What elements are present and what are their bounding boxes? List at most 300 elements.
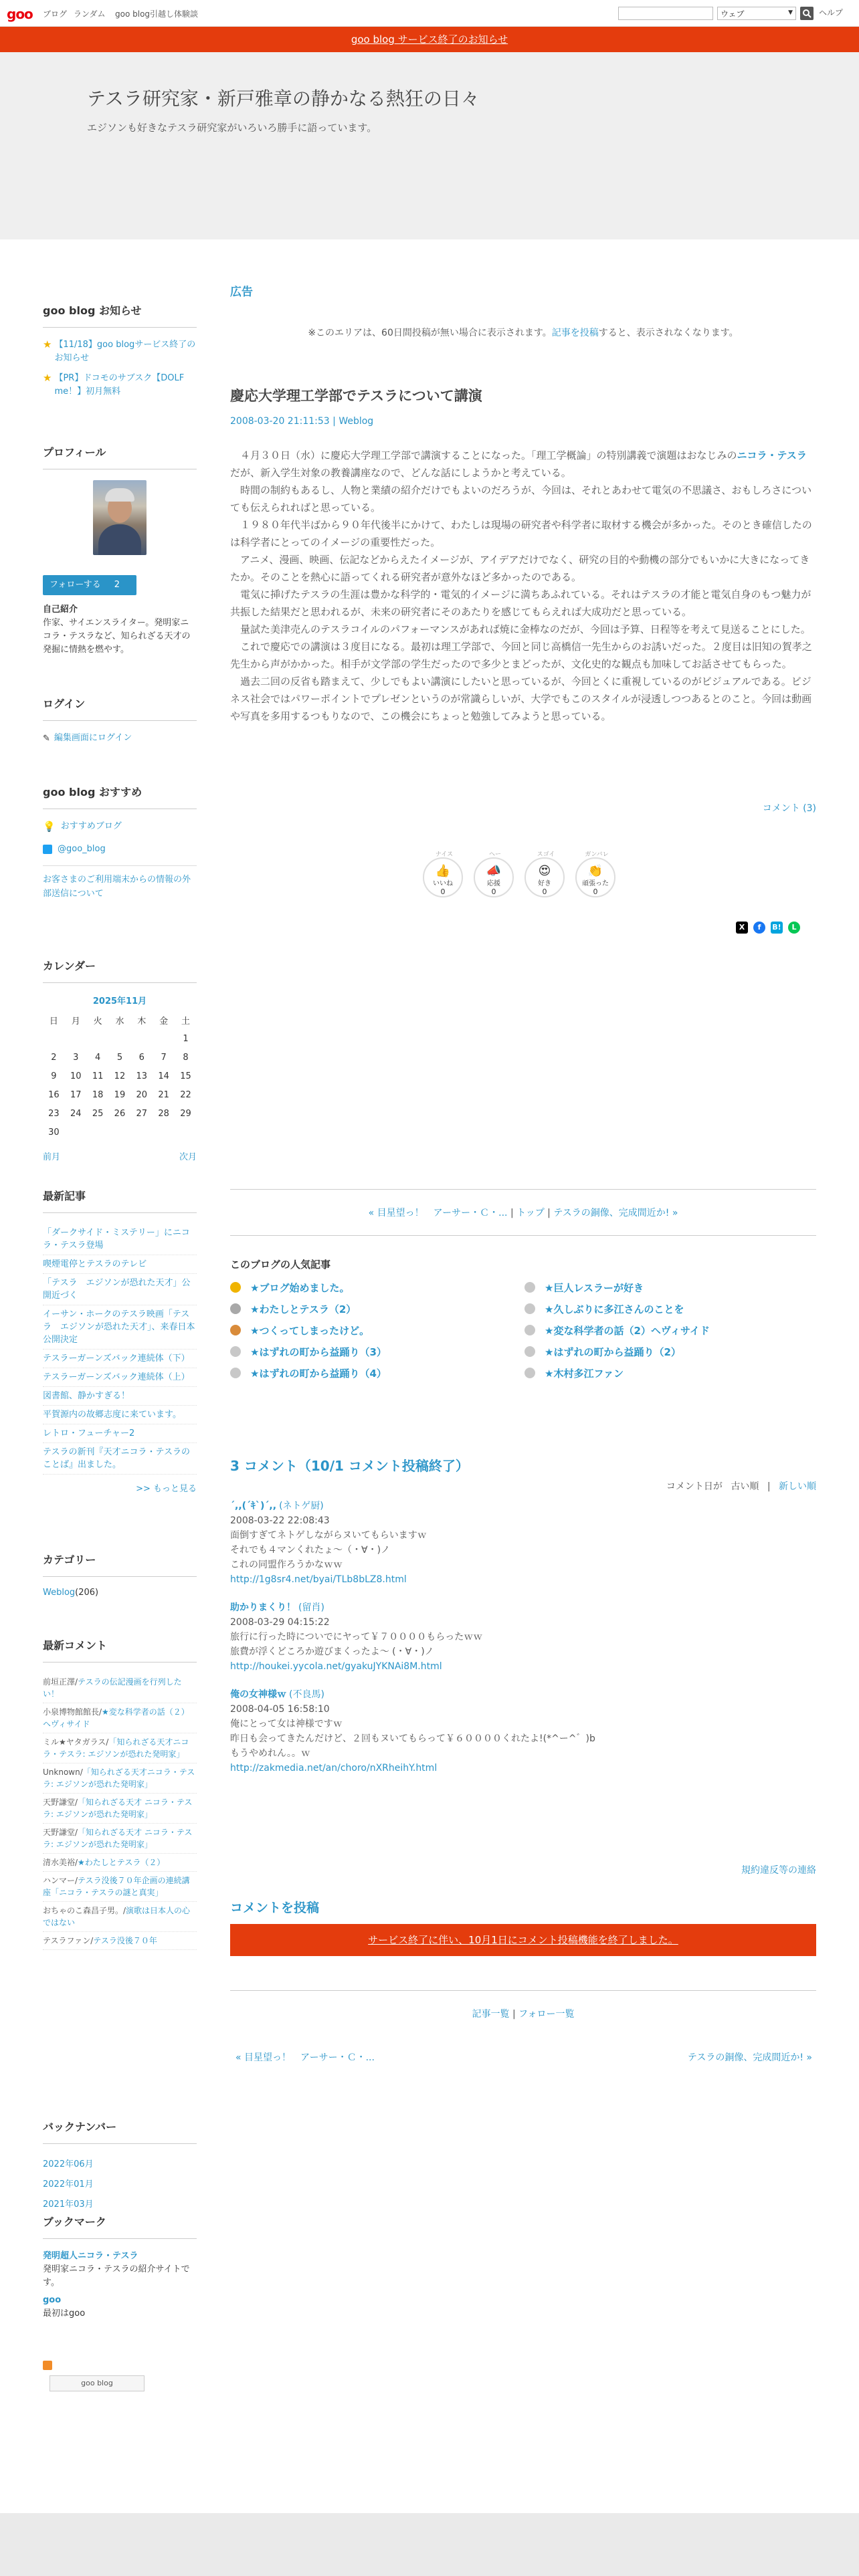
sidebar-heading: goo blog お知らせ	[43, 302, 197, 328]
comment-line: 旅行に行った時についでにヤって￥７００００もらったｗｗ	[230, 1632, 483, 1642]
calendar-week	[43, 1067, 197, 1085]
top-link-blog[interactable]: ブログ	[43, 9, 68, 19]
sidebar-heading: ブックマーク	[43, 2214, 197, 2239]
comment-item	[230, 1600, 816, 1674]
sidebar-categories	[43, 1551, 197, 1598]
calendar-day: 30	[48, 1127, 60, 1138]
sidebar-heading: プロフィール	[43, 444, 197, 469]
calendar-week	[43, 1104, 197, 1123]
popular-post-link[interactable]: ★変な科学者の話（2）ヘヴィサイド	[545, 1325, 710, 1337]
comment-header	[230, 1499, 816, 1513]
comment-line: もうやめれん。。ｗ	[230, 1748, 310, 1759]
recent-post-item	[43, 1274, 197, 1305]
comment-author-name: 助かりまくり！	[230, 1602, 296, 1613]
lightbulb-icon: 💡	[43, 821, 56, 833]
category-count: (206)	[75, 1588, 99, 1598]
calendar-day: 7	[161, 1052, 167, 1063]
search-input[interactable]	[618, 7, 713, 20]
popular-title: このブログの人気記事	[230, 1259, 331, 1271]
report-row	[230, 1863, 816, 1876]
comment-author-tag: (不良馬)	[289, 1689, 324, 1700]
notice-link[interactable]: 【11/18】goo blogサービス終了のお知らせ	[54, 340, 196, 363]
comment-author: おちゃのこ森昌子男。/	[43, 1906, 126, 1915]
facebook-share-icon[interactable]: f	[753, 922, 765, 934]
comment-line: 昨日も会ってきたんだけど、２回もヌいてもらって￥６００００くれたよ!(*^ー^゛)b	[230, 1733, 595, 1744]
post-navigation: « 目星望っ！ アーサー・Ｃ・... | トップ | テスラの銅像、完成間近か! »	[230, 1189, 816, 1236]
bookmark-desc: 最初はgoo	[43, 2309, 86, 2319]
comment-date: 2008-04-05 16:58:10	[230, 1704, 330, 1715]
ad-section	[230, 282, 816, 339]
sidebar-recent-comments	[43, 1637, 197, 1950]
comment-url-link[interactable]: http://zakmedia.net/an/choro/nXRheihY.html	[230, 1763, 438, 1774]
recent-comment-item	[43, 1763, 197, 1794]
article-date: 2008-03-20 21:11:53	[230, 416, 330, 427]
calendar-day	[109, 1029, 131, 1048]
ad-note-text: ※このエリアは、60日間投稿が無い場合に表示されます。	[308, 328, 552, 338]
article-list-link[interactable]: 記事一覧	[472, 2009, 510, 2020]
reaction-name: 頑張った	[582, 880, 609, 887]
comment-header	[230, 1687, 816, 1702]
comment-date: 2008-03-29 04:15:22	[230, 1617, 330, 1628]
recent-comment-item	[43, 1932, 197, 1950]
article-paragraph: これで慶応での講演は３度目になる。最初は理工学部で、今回と同じ高橋信一先生からのお誘いだった。２度目は旧知の賀孝之先生から声がかかった。相手が文学部の学生だったので多少とまどったが、文化史的な観点も加味してお話させてもらった。	[230, 641, 812, 670]
comment-closed-text[interactable]: サービス終了に伴い、10月1日にコメント投稿機能を終了しました。	[368, 1934, 678, 1946]
comment-line: 旅費が浮くどころか遊びまくったよ～ (・∀・)ノ	[230, 1646, 434, 1657]
sidebar-heading: 最新記事	[43, 1188, 197, 1213]
goo-blog-badge[interactable]	[50, 2375, 145, 2391]
sidebar-recommend	[43, 784, 197, 901]
recent-post-link[interactable]: テスラーガーンズバック連続体（下）	[43, 1354, 190, 1364]
weekday-header: 土	[181, 1016, 191, 1027]
article-paragraph: 時間の制約もあるし、人物と業績の紹介だけでもよいのだろうが、今回は、それとあわせて電気の不思議さ、おもしろさについても伝えられればと思っている。	[230, 484, 812, 514]
reaction-name: 応援	[487, 880, 500, 887]
badge-label: goo blog	[81, 2379, 113, 2387]
calendar-day: 12	[114, 1071, 126, 1081]
weekday-header: 月	[71, 1016, 80, 1027]
post-comment-section	[230, 1898, 816, 1956]
comment-author-name: 俺の女神様ｗ	[230, 1689, 286, 1700]
bookmark-link[interactable]: 発明超人ニコラ・テスラ	[43, 2251, 138, 2261]
calendar-day: 28	[158, 1108, 169, 1119]
article-paragraph: 量試た美津売んのテスラコイルのパフォーマンスがあれば焼に金棒なのだが、今回は予算、日程等を考えて見送ることにした。	[230, 623, 811, 635]
sort-old-option[interactable]: 古い順	[731, 1481, 759, 1492]
sidebar-heading: バックナンバー	[43, 2119, 197, 2144]
post-article-link[interactable]: 記事を投稿	[551, 328, 599, 338]
intro-text: 作家、サイエンスライター。発明家ニコラ・テスラなど、知られざる天才の発掘に情熱を燃やす。	[43, 618, 191, 655]
top-link-random[interactable]: ランダム	[74, 9, 106, 19]
calendar-day: 22	[180, 1089, 191, 1100]
comment-post-link[interactable]: ★わたしとテスラ（２）	[78, 1858, 165, 1867]
calendar-day: 8	[183, 1052, 189, 1063]
sidebar-profile	[43, 444, 197, 657]
popular-post-link[interactable]: ★つくってしまったけど。	[250, 1325, 370, 1337]
calendar-day	[130, 1029, 153, 1048]
intro-heading: 自己紹介	[43, 605, 78, 615]
privacy-note-link[interactable]: お客さまのご利用端末からの情報の外部送信について	[43, 875, 191, 899]
recommend-link[interactable]: @goo_blog	[58, 844, 106, 854]
avatar	[93, 480, 147, 555]
thumbs-up-icon: 👍	[435, 864, 451, 878]
bottom-prev-link[interactable]: « 目星望っ！ アーサー・Ｃ・...	[235, 2052, 375, 2063]
popular-posts	[230, 1257, 816, 1391]
article-paragraph	[230, 447, 816, 481]
popular-post-link[interactable]: ★ブログ始めました。	[250, 1282, 350, 1294]
reaction-like-button[interactable]	[423, 851, 463, 897]
top-link[interactable]: トップ	[516, 1208, 545, 1218]
crown-icon	[230, 1303, 241, 1314]
reaction-effort-button[interactable]	[575, 851, 615, 897]
bookmark-link[interactable]: goo	[43, 2295, 62, 2305]
backnumber-link[interactable]: 2022年01月	[43, 2179, 94, 2189]
reaction-count: 0	[593, 887, 598, 896]
sort-new-option[interactable]: 新しい順	[779, 1481, 816, 1492]
article-meta: 2008-03-20 21:11:53 | Weblog	[230, 416, 374, 427]
goo-logo[interactable]: goo	[7, 6, 33, 22]
article-body	[230, 447, 816, 725]
service-notice-link[interactable]: goo blog サービス終了のお知らせ	[351, 33, 508, 45]
reaction-label: ナイス	[435, 851, 454, 858]
popular-grid	[230, 1271, 816, 1385]
comment-post-link[interactable]: ★変な科学者の話（２）ヘヴィサイド	[43, 1707, 189, 1729]
sidebar-heading: goo blog おすすめ	[43, 784, 197, 809]
recent-post-item	[43, 1368, 197, 1387]
popular-post-link[interactable]: ★わたしとテスラ（2）	[250, 1303, 357, 1315]
recent-post-link[interactable]: 「テスラ エジソンが恐れた天才」公開近づく	[43, 1278, 191, 1301]
category-link[interactable]: Weblog	[43, 1588, 76, 1598]
footer-band	[0, 2513, 859, 2576]
blog-description: エジソンも好きなテスラ研究家がいろいろ勝手に語っています。	[87, 122, 377, 134]
calendar-day: 23	[48, 1108, 60, 1119]
hatena-share-icon[interactable]: B!	[771, 922, 783, 934]
calendar-table	[43, 1010, 197, 1142]
recent-comment-item	[43, 1872, 197, 1902]
sidebar-heading: ログイン	[43, 695, 197, 721]
more-posts-link[interactable]: >> もっと見る	[136, 1484, 197, 1494]
calendar-day	[43, 1029, 65, 1048]
comment-post-link[interactable]: 「知られざる天才 ニコラ・テスラ: エジソンが恐れた発明家」	[43, 1828, 193, 1849]
comment-line: それでも４マンくれたょ～（・∀・)ノ	[230, 1545, 391, 1555]
comment-sort: コメント日が 古い順 | 新しい順	[666, 1481, 816, 1492]
line-share-icon[interactable]: L	[788, 922, 800, 934]
recent-comment-item	[43, 1824, 197, 1854]
twitter-icon	[43, 845, 52, 854]
calendar-day	[130, 1123, 153, 1142]
prev-post-link[interactable]: « 目星望っ！ アーサー・Ｃ・...	[368, 1208, 508, 1218]
sidebar-heading: カレンダー	[43, 958, 197, 983]
comment-post-link[interactable]: テスラ没後７０年	[93, 1936, 157, 1945]
recent-post-item	[43, 1305, 197, 1350]
x-share-icon[interactable]: X	[736, 922, 748, 934]
recent-post-item	[43, 1406, 197, 1424]
ad-note-text: すると、表示されなくなります。	[598, 328, 739, 338]
comment-author-tag: (留肖)	[298, 1602, 324, 1613]
calendar-day: 9	[51, 1071, 57, 1081]
weekday-header: 木	[137, 1016, 147, 1027]
service-notice-bar	[0, 27, 859, 52]
comment-count-link[interactable]: コメント (3)	[762, 803, 816, 814]
comment-url-link[interactable]: http://houkei.yycola.net/gyakuJYKNAi8M.html	[230, 1661, 442, 1672]
reaction-label: ヘー	[488, 851, 501, 858]
reaction-count: 0	[542, 887, 547, 896]
comment-author: Unknown/	[43, 1767, 83, 1777]
sidebar-heading: 最新コメント	[43, 1637, 197, 1662]
sidebar-login	[43, 695, 197, 745]
backnumber-link[interactable]: 2021年03月	[43, 2199, 94, 2210]
recent-post-link[interactable]: 図書館、静かすぎる！	[43, 1391, 130, 1401]
comment-header	[230, 1600, 816, 1615]
rank-dot-icon	[524, 1346, 535, 1357]
recent-comment-item	[43, 1902, 197, 1932]
post-comment-title: コメントを投稿	[230, 1901, 320, 1915]
top-link-migration[interactable]: goo blog引越し体験談	[115, 9, 199, 19]
recent-post-link[interactable]: テスラーガーンズバック連続体（上）	[43, 1372, 190, 1382]
megaphone-icon: 📣	[486, 864, 502, 878]
article-paragraph: １９８０年代半ばから９０年代後半にかけて、わたしは現場の研究者や科学者に取材する機会が多かった。そのとき確信したのは科学者にとってのイメージの重要性だった。	[230, 519, 812, 548]
recent-post-link[interactable]: 喫煙電停とテスラのテレビ	[43, 1259, 147, 1269]
calendar-day: 24	[70, 1108, 82, 1119]
share-buttons	[736, 922, 816, 935]
recent-comment-item	[43, 1733, 197, 1763]
rank-dot-icon	[524, 1325, 535, 1335]
calendar-day: 25	[92, 1108, 104, 1119]
pencil-icon: ✎	[43, 733, 50, 744]
follow-button[interactable]	[43, 575, 136, 595]
comments-title: 3 コメント（10/1 コメント投稿終了）	[230, 1458, 469, 1474]
top-bar	[0, 0, 859, 27]
comment-item	[230, 1687, 816, 1776]
reaction-label: ガンバレ	[585, 851, 609, 858]
recent-post-item	[43, 1224, 197, 1255]
heart-eyes-icon: 😍	[538, 864, 551, 878]
comment-author: 天野謙堂/	[43, 1798, 78, 1807]
comment-author: 天野謙堂/	[43, 1828, 78, 1837]
ad-note	[230, 326, 816, 339]
rss-icon[interactable]	[43, 2361, 52, 2370]
comment-author: ハンマー/	[43, 1876, 78, 1885]
recent-comment-item	[43, 1794, 197, 1824]
reaction-name: いいね	[433, 880, 453, 887]
comment-author: テスラファン/	[43, 1936, 94, 1945]
calendar-day: 18	[92, 1089, 104, 1100]
comment-post-link[interactable]: テスラ没後７０年企画の連続講座「ニコラ・テスラの謎と真実」	[43, 1876, 190, 1897]
search-icon	[802, 9, 812, 18]
tesla-link[interactable]: ニコラ・テスラ	[737, 449, 807, 461]
calendar-day: 27	[136, 1108, 148, 1119]
follow-count: 2	[114, 580, 120, 590]
calendar-month: 2025年11月	[92, 996, 147, 1006]
recent-comment-item	[43, 1703, 197, 1733]
recent-post-item	[43, 1255, 197, 1274]
crown-icon	[230, 1282, 241, 1293]
article-paragraph: アニメ、漫画、映画、伝記などからえたイメージが、アイデアだけでなく、研究の目的や動機の部分でもいかに大きになってきたか。そのことを熱心に語ってくれる研究者が意外なほど多かったのである。	[230, 554, 810, 583]
comment-line: 俺にとって女は神様ですｗ	[230, 1719, 343, 1729]
calendar-day	[153, 1123, 175, 1142]
calendar-week	[43, 1085, 197, 1104]
calendar-day: 1	[183, 1033, 189, 1044]
sort-label: コメント日が	[666, 1481, 723, 1492]
next-post-link[interactable]: テスラの銅像、完成間近か! »	[553, 1208, 678, 1218]
recent-post-link[interactable]: レトロ・フューチャー2	[43, 1428, 135, 1438]
comment-list	[230, 1499, 816, 1776]
recent-comment-item	[43, 1854, 197, 1872]
calendar-day: 16	[48, 1089, 60, 1100]
calendar-next-link[interactable]: 次月	[179, 1152, 197, 1162]
rank-dot-icon	[230, 1346, 241, 1357]
weekday-header: 水	[115, 1016, 124, 1027]
comment-author-name: ´,,(´ｷ`)´,,	[230, 1501, 277, 1511]
rank-dot-icon	[524, 1368, 535, 1378]
backnumber-link[interactable]: 2022年06月	[43, 2159, 94, 2169]
calendar-week	[43, 1123, 197, 1142]
comment-post-link[interactable]: テスラの伝記漫画を行列したい！	[43, 1677, 182, 1699]
backnumber-list	[43, 2155, 197, 2214]
comment-author: ミル★ヤタガラス/	[43, 1737, 109, 1747]
calendar-day: 21	[158, 1089, 169, 1100]
bookmark-desc: 発明家ニコラ・テスラの紹介サイトです。	[43, 2264, 190, 2288]
reaction-name: 好き	[538, 880, 551, 887]
search-scope-value: ウェブ	[721, 9, 745, 19]
recent-comment-item	[43, 1673, 197, 1703]
reaction-buttons	[423, 851, 610, 900]
popular-post-link[interactable]: ★巨人レスラーが好き	[545, 1282, 644, 1294]
calendar-week	[43, 1048, 197, 1067]
comment-line: これの同盟作ろうかなｗｗ	[230, 1560, 343, 1570]
recommend-link[interactable]: おすすめブログ	[60, 821, 122, 831]
sidebar-notices	[43, 302, 197, 399]
recent-post-link[interactable]: 「ダークサイド・ミステリー」にニコラ・テスラ登場	[43, 1228, 190, 1251]
calendar-day: 26	[114, 1108, 126, 1119]
article-paragraph: 過去二回の反省も踏まえて、少しでもよい講演にしたいと思っているが、今回とくに重視しているのがビジュアルである。ビジネス社会ではパワーポイントでプレゼンというのが常識らしいが、大学でもこのスタイルが浸透しつつあるとのこと。今回は動画や写真を多用するつもりなので、この機会にちょっと勉強してみようと思っている。	[230, 675, 812, 722]
reaction-count: 0	[440, 887, 446, 896]
calendar-day: 6	[138, 1052, 145, 1063]
comment-author: 前垣正澤/	[43, 1677, 78, 1687]
weekday-header: 金	[159, 1016, 169, 1027]
comment-url-link[interactable]: http://1g8sr4.net/byai/TLb8bLZ8.html	[230, 1574, 407, 1585]
follow-label: フォローする	[50, 580, 101, 590]
comment-line: 面倒すぎてネトゲしながらヌいてもらいますｗ	[230, 1530, 427, 1541]
calendar-day: 13	[136, 1071, 148, 1081]
comment-author: 小泉博物館館長/	[43, 1707, 102, 1717]
comment-post-link[interactable]: 「知られざる天才 ニコラ・テスラ: エジソンが恐れた発明家」	[43, 1798, 193, 1819]
calendar-day	[87, 1123, 109, 1142]
login-link[interactable]: 編集画面にログイン	[54, 733, 132, 743]
comment-date: 2008-03-22 22:08:43	[230, 1515, 330, 1526]
calendar-day	[65, 1029, 87, 1048]
recent-post-item	[43, 1424, 197, 1443]
ad-title: 広告	[230, 286, 253, 299]
bottom-next-link[interactable]: テスラの銅像、完成間近か! »	[687, 2052, 812, 2063]
paragraph-text: だが、新入学生対象の教養講座なので、どんな話にしようかと考えている。	[230, 467, 571, 479]
comment-item	[230, 1499, 816, 1587]
calendar-day	[175, 1123, 197, 1142]
calendar-day: 4	[94, 1052, 101, 1063]
comment-author: 清水美裕/	[43, 1858, 78, 1867]
search-scope-select[interactable]	[717, 7, 796, 20]
recent-comments-list	[43, 1673, 197, 1950]
sidebar-bookmarks	[43, 2214, 197, 2391]
popular-post-link[interactable]: ★久しぶりに多江さんのことを	[545, 1303, 684, 1315]
calendar-day: 14	[158, 1071, 169, 1081]
star-icon: ★	[43, 372, 52, 384]
comments-section	[230, 1455, 816, 1789]
rank-dot-icon	[230, 1368, 241, 1378]
comment-author-tag: (ネトゲ厨)	[279, 1501, 324, 1511]
sidebar-heading: カテゴリー	[43, 1551, 197, 1577]
report-link[interactable]: 規約違反等の連絡	[741, 1865, 816, 1876]
weekday-header: 日	[49, 1016, 58, 1027]
recent-post-link[interactable]: 平賀源内の故郷志度に来ています。	[43, 1410, 181, 1420]
calendar-day: 20	[136, 1089, 148, 1100]
comment-post-link[interactable]: 「知られざる天才ニコラ・テスラ: エジソンが恐れた発明家」	[43, 1737, 189, 1759]
clap-icon: 👏	[587, 864, 603, 878]
calendar-day: 5	[116, 1052, 123, 1063]
calendar-day	[109, 1123, 131, 1142]
popular-post-link[interactable]: ★はずれの町から益踊り（2）	[545, 1346, 681, 1358]
calendar-week	[43, 1029, 197, 1048]
calendar-day: 10	[70, 1071, 82, 1081]
calendar-prev-link[interactable]: 前月	[43, 1152, 61, 1162]
recent-post-link[interactable]: イーサン・ホークのテスラ映画「テスラ エジソンが恐れた天才」、来春日本公開決定	[43, 1309, 195, 1345]
calendar-day: 2	[51, 1052, 57, 1063]
popular-post-link[interactable]: ★はずれの町から益踊り（3）	[250, 1346, 387, 1358]
sidebar-calendar	[43, 958, 197, 1162]
rank-dot-icon	[524, 1303, 535, 1314]
article	[230, 385, 816, 725]
calendar-day: 15	[180, 1071, 191, 1081]
help-link[interactable]: ヘルプ	[819, 8, 844, 17]
reaction-label: スゴイ	[537, 851, 555, 858]
follow-list-link[interactable]: フォロー一覧	[518, 2009, 575, 2020]
article-title[interactable]: 慶応大学理工学部でテスラについて講演	[230, 388, 482, 404]
calendar-day	[87, 1029, 109, 1048]
comment-post-link[interactable]: 「知られざる天才ニコラ・テスラ: エジソンが恐れた発明家」	[43, 1767, 195, 1789]
recent-posts-list	[43, 1224, 197, 1475]
reaction-count: 0	[491, 887, 496, 896]
search-button[interactable]	[800, 7, 814, 20]
calendar-day	[153, 1029, 175, 1048]
reaction-cheer-button[interactable]	[474, 851, 514, 897]
reaction-love-button[interactable]	[524, 851, 565, 897]
recent-post-link[interactable]: テスラの新刊『天才ニコラ・テスラのことば』出ました。	[43, 1447, 190, 1470]
calendar-day: 19	[114, 1089, 126, 1100]
crown-icon	[230, 1325, 241, 1335]
calendar-day	[65, 1123, 87, 1142]
article-paragraph: 電気に挿げたテスラの生涯は豊かな科学的・電気的イメージに満ちあふれている。それはテスラの才能と電気自身のもつ魅力が共振した結果だと思われるが、未来の研究者にそのあたりを感じてもらえれば大成功だと思っている。	[230, 588, 812, 618]
calendar-day: 11	[92, 1071, 104, 1081]
recent-post-item	[43, 1350, 197, 1368]
notice-link[interactable]: 【PR】ドコモのサブスク【DOLF me！】初月無料	[54, 373, 185, 397]
paragraph-text: ４月３０日（水）に慶応大学理工学部で講演することになった。「理工学概論」の特別講義で演題はおなじみの	[230, 449, 737, 461]
blog-title[interactable]: テスラ研究家・新戸雅章の静かなる熱狂の日々	[87, 88, 480, 110]
weekday-header: 火	[93, 1016, 102, 1027]
sidebar-recent-posts	[43, 1188, 197, 1494]
blog-header	[0, 52, 859, 239]
article-category-link[interactable]: Weblog	[339, 416, 374, 427]
popular-post-link[interactable]: ★木村多江ファン	[545, 1368, 624, 1380]
comment-closed-banner	[230, 1924, 816, 1956]
sidebar-backnumbers	[43, 2119, 197, 2214]
recent-post-item	[43, 1443, 197, 1475]
popular-post-link[interactable]: ★はずれの町から益踊り（4）	[250, 1368, 387, 1380]
recent-post-item	[43, 1387, 197, 1406]
calendar-day: 29	[180, 1108, 191, 1119]
calendar-day: 3	[73, 1052, 79, 1063]
comment-count-row	[230, 801, 816, 815]
calendar-day: 17	[70, 1089, 82, 1100]
comment-post-link[interactable]: 演歌は日本人の心ではない	[43, 1906, 191, 1927]
star-icon: ★	[43, 338, 52, 350]
footer-links: 記事一覧 | フォロー一覧	[230, 1990, 816, 2020]
